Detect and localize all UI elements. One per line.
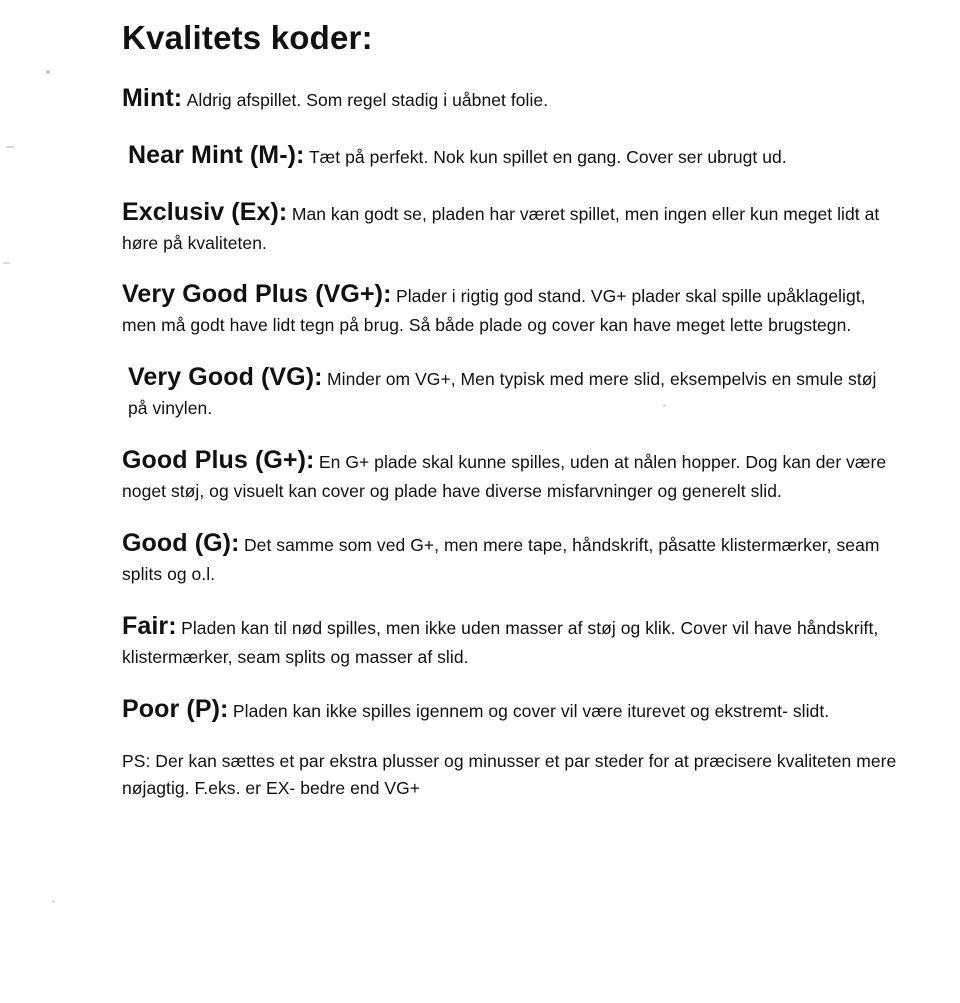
quality-entry (122, 608, 900, 671)
quality-description: En G+ plade skal kunne spilles, uden at nålen hopper. Dog kan der være noget støj, og visuelt kan cover og plade have diverse misfarvninger og generelt slid. (122, 452, 887, 502)
quality-term: Good Plus (G+): (122, 446, 315, 475)
quality-term: Near Mint (M-): (128, 140, 305, 169)
postscript-note: PS: Der kan sættes et par ekstra plusser og minusser et par steder for at præcisere kvaliteten mere nøjagtig. F.eks. er EX- bedre end VG+ (122, 750, 897, 799)
quality-term: Poor (P): (122, 694, 229, 723)
paper-speck-icon (6, 146, 15, 148)
quality-description: Pladen kan til nød spilles, men ikke uden masser af støj og klik. Cover vil have håndskrift, klistermærker, seam splits og masser af slid. (122, 618, 879, 668)
quality-term: Very Good Plus (VG+): (122, 280, 392, 309)
quality-description: Plader i rigtig god stand. VG+ plader skal spille upåklageligt, men må godt have lidt tegn på brug. Så både plade og cover kan have meget lette brugstegn. (122, 286, 866, 336)
quality-entry (122, 359, 900, 422)
quality-term: Mint: (122, 83, 183, 112)
quality-term: Good (G): (122, 529, 240, 558)
quality-entry (122, 194, 900, 257)
quality-term: Fair: (122, 612, 177, 641)
quality-description: Det samme som ved G+, men mere tape, håndskrift, påsatte klistermærker, seam splits og o.l. (122, 535, 880, 585)
quality-term: Very Good (VG): (128, 363, 323, 392)
paper-speck-icon (663, 404, 666, 407)
paper-speck-icon (52, 900, 55, 903)
quality-description: Pladen kan ikke spilles igennem og cover vil være iturevet og ekstremt- slidt. (232, 700, 830, 721)
quality-entry (122, 137, 900, 174)
quality-entry (122, 276, 900, 339)
quality-entry (122, 80, 900, 117)
quality-entry (122, 442, 900, 505)
paper-speck-icon (3, 262, 10, 264)
quality-description: Man kan godt se, pladen har været spillet, men ingen eller kun meget lidt at høre på kvaliteten. (122, 203, 880, 253)
quality-description: Tæt på perfekt. Nok kun spillet en gang. Cover ser ubrugt ud. (308, 146, 787, 167)
quality-description: Minder om VG+, Men typisk med mere slid, eksempelvis en smule støj på vinylen. (128, 369, 877, 419)
quality-description: Aldrig afspillet. Som regel stadig i uåbnet folie. (186, 89, 549, 110)
paper-speck-icon (46, 70, 50, 74)
quality-entry (122, 525, 900, 588)
page-title: Kvalitets koder: (122, 19, 373, 56)
quality-entry (122, 691, 900, 728)
quality-term: Exclusiv (Ex): (122, 197, 288, 226)
